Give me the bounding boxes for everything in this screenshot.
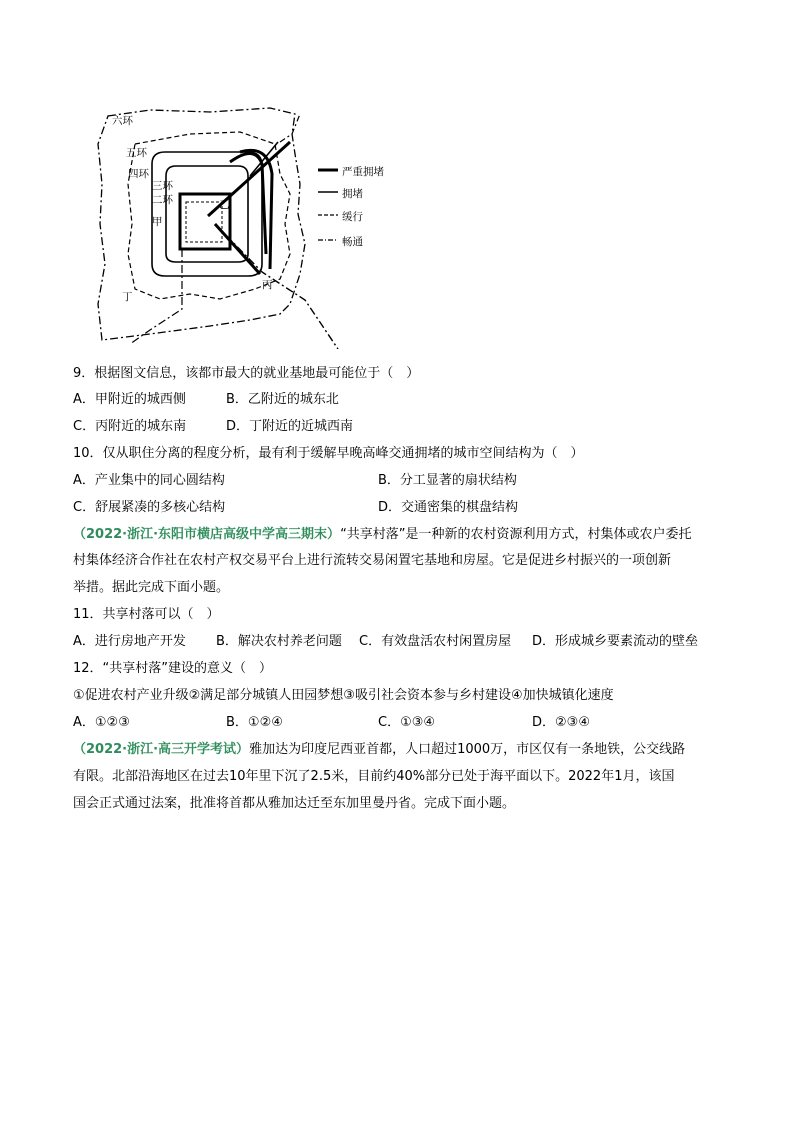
ring6-line [98,108,305,340]
q11-option-c: C．有效盘活农村闲置房屋 [359,634,512,649]
q11-option-a: A．进行房地产开发 [73,634,186,649]
passage3-line3: 国会正式通过法案，批准将首都从雅加达迁至东加里曼丹省。完成下面小题。 [73,796,516,811]
legend-clear-label: 畅通 [342,236,363,248]
legend-severe-label: 严重拥堵 [342,166,384,178]
highway-ne2 [250,142,278,176]
q12-option-a: A．①②③ [73,715,130,730]
q10-option-b: B．分工显著的扇状结构 [378,473,517,488]
label-ring2: 二环 [152,194,173,206]
q11-option-b: B．解决农村养老问题 [216,634,342,649]
q10-option-c: C．舒展紧凑的多核心结构 [73,500,226,515]
q12-option-d: D．②③④ [532,715,590,730]
label-jia: 甲 [152,216,163,228]
passage3-line2: 有限。北部沿海地区在过去10年里下沉了2.5米，目前约40%部分已处于海平面以下。2022年1月，该国 [73,769,675,784]
passage3-line1 [73,743,685,756]
q9-option-d: D．丁附近的近城西南 [226,419,354,434]
legend-congested-label: 拥堵 [342,188,363,200]
passage2-source: （2022·浙江·东阳市横店高级中学高三期末） [73,527,341,542]
legend-slow-label: 缓行 [342,211,363,223]
q12-option-b: B．①②④ [226,715,283,730]
q11-stem: 11．共享村落可以（ ） [73,607,220,622]
legend-dashdot-line [318,236,340,244]
label-ding: 丁 [122,291,133,303]
passage3-source: （2022·浙江·高三开学考试） [73,742,250,757]
highway-n [280,114,300,142]
label-yi: 乙 [219,199,230,211]
label-ring5: 五环 [126,147,147,159]
traffic-ring-map [90,104,410,349]
q11-option-d: D．形成城乡要素流动的壁垒 [532,634,699,649]
q12-option-c: C．①③④ [378,715,436,730]
q10-stem: 10．仅从职住分离的程度分析，最有利于缓解早晚高峰交通拥堵的城市空间结构为（ ） [73,446,584,461]
label-bing: 丙 [262,279,273,291]
passage2-text1: “共享村落”是一种新的农村资源利用方式，村集体或农户委托 [340,527,692,542]
legend-dashed-line [318,211,340,219]
q9-option-b: B．乙附近的城东北 [226,392,339,407]
q10-option-a: A．产业集中的同心圆结构 [73,473,225,488]
label-ring4: 四环 [128,168,149,180]
passage2-line2: 村集体经济合作社在农村产权交易平台上进行流转交易闲置宅基地和房屋。它是促进乡村振兴的一项创新 [73,553,672,568]
passage3-text1: 雅加达为印度尼西亚首都，人口超过1000万，市区仅有一条地铁，公交线路 [249,742,686,757]
label-ring6: 六环 [112,115,133,127]
ring-road-diagram [90,104,410,349]
label-ring3: 三环 [152,180,173,192]
passage2-line3: 举措。据此完成下面小题。 [73,580,230,595]
legend-thick-line [318,166,340,174]
q10-option-d: D．交通密集的棋盘结构 [378,500,519,515]
passage2-line1 [73,528,692,541]
q9-stem: 9．根据图文信息，该都市最大的就业基地最可能位于（ ） [73,366,420,381]
q9-option-a: A．甲附近的城西侧 [73,392,186,407]
q9-option-c: C．丙附近的城东南 [73,419,187,434]
q12-stem: 12．“共享村落”建设的意义（ ） [73,661,273,676]
legend-solid-line [318,188,340,196]
q12-statements: ①促进农村产业升级②满足部分城镇人田园梦想③吸引社会资本参与乡村建设④加快城镇化速度 [73,688,614,703]
